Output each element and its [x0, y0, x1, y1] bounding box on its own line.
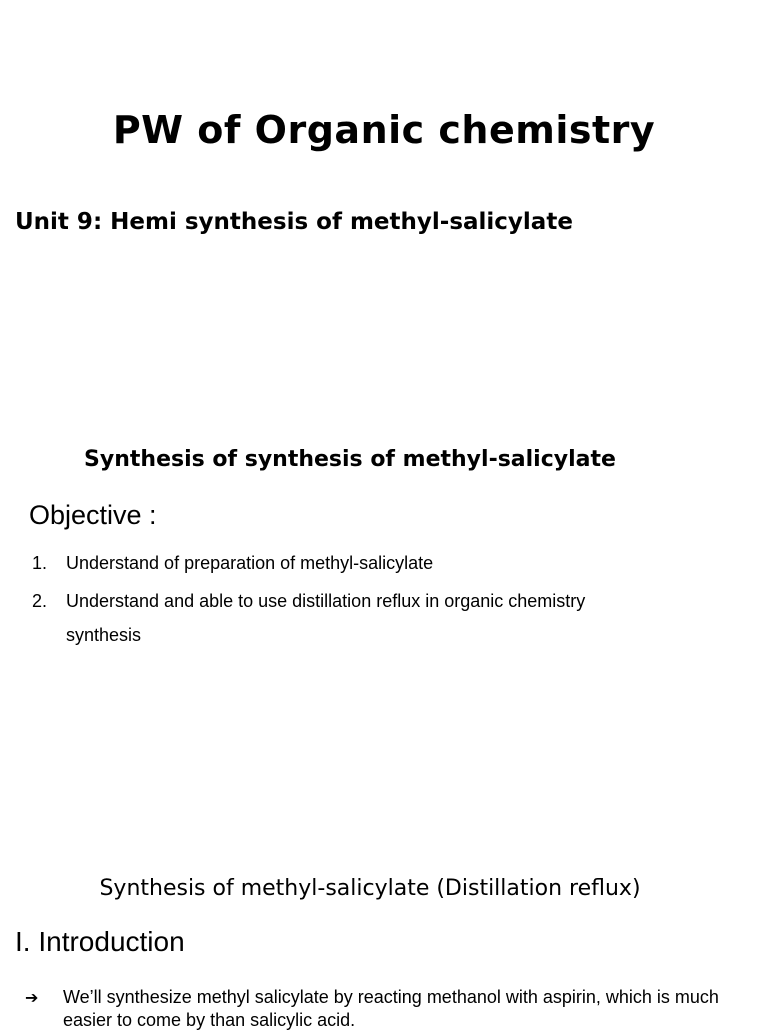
section-heading: Synthesis of methyl-salicylate (Distillation reflux) — [99, 876, 641, 901]
introduction-paragraph: We’ll synthesize methyl salicylate by reacting methanol with aspirin, which is much easier to come by than salicylic acid. — [63, 987, 719, 1030]
introduction-heading: I. Introduction — [15, 926, 185, 957]
objective-label: Objective : — [29, 500, 157, 530]
list-text: Understand and able to use distillation reflux in organic chemistry — [66, 591, 586, 611]
arrow-bullet-icon: ➔ — [25, 988, 39, 1007]
list-number: 2. — [32, 591, 48, 611]
section-heading: Synthesis of synthesis of methyl-salicylate — [84, 447, 616, 472]
list-item — [32, 591, 585, 612]
list-text: Understand of preparation of methyl-salicylate — [66, 553, 434, 573]
page-title: PW of Organic chemistry — [112, 108, 656, 152]
list-text-continuation: synthesis — [66, 625, 142, 645]
unit-subtitle: Unit 9: Hemi synthesis of methyl-salicylate — [15, 209, 573, 235]
list-number: 1. — [32, 553, 48, 573]
list-item — [32, 553, 433, 574]
